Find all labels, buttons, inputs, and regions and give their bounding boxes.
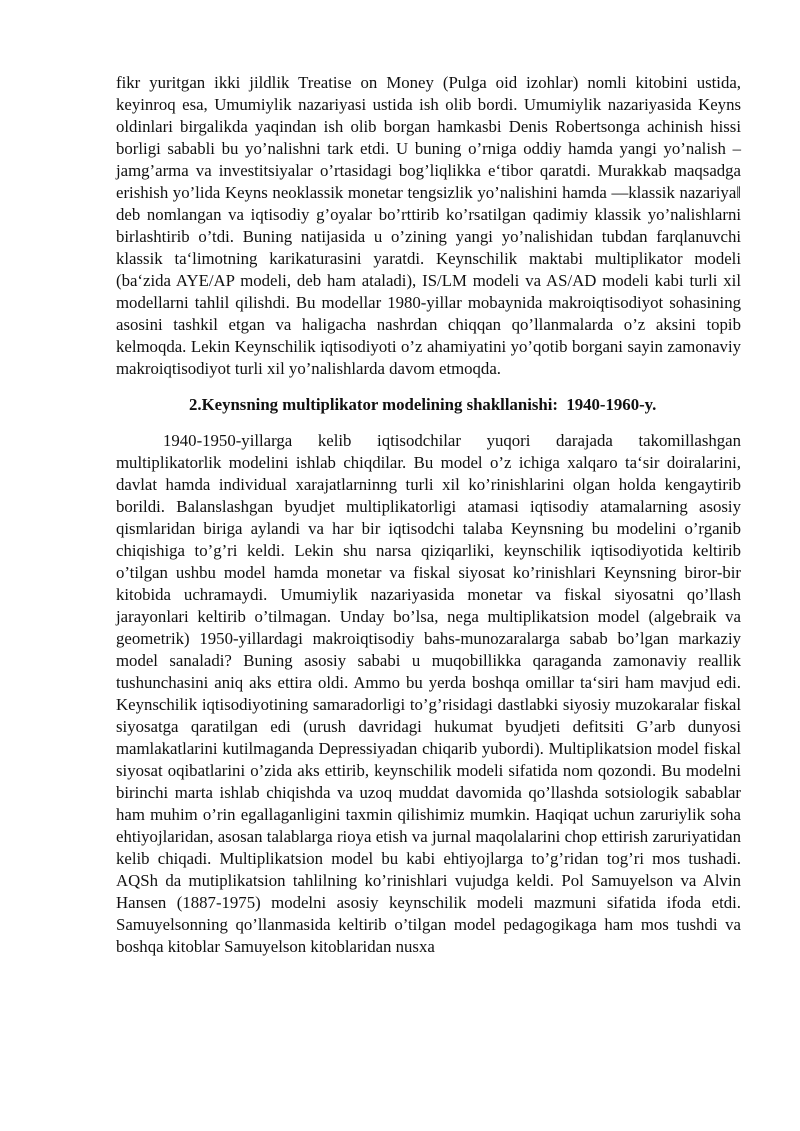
- section-heading: 2.Keynsning multiplikator modelining shakllanishi: 1940-1960-y.: [189, 395, 657, 414]
- document-page: [116, 72, 741, 958]
- body-paragraph: 1940-1950-yillarga kelib iqtisodchilar yuqori darajada takomillashgan multiplikatorlik modelini ishlab chiqdilar. Bu model o’z ichiga xalqaro ta‘sir doiralarini, davlat hamda individual xarajatlarninng turli xil ko’rinishlarini olgan holda kengaytirib borildi. Balanslashgan byudjet multiplikatorligi atamasi iqtisodiy atamalarning asosiy qismlaridan biriga aylandi va har bir iqtisodchi talaba Keynsning bu modelini o’rganib chiqishiga to’g’ri keldi. Lekin shu narsa qiziqarliki, keynschilik iqtisodiyotida keltirib o’tilgan ushbu model hamda monetar va fiskal siyosat ko’rinishlari Keynsning biror-bir kitobida uchramaydi. Umumiylik nazariyasida monetar va fiskal siyosatni qo’llash jarayonlari keltirib o’tilmagan. Unday bo’lsa, nega multiplikatsion model (algebraik va geometrik) 1950-yillardagi makroiqtisodiy bahs-munozaralarga sabab bo’lgan markaziy model sanaladi? Buning asosiy sababi u muqobillikka qaraganda zamonaviy reallik tushunchasini aniq aks ettira oldi. Ammo bu yerda boshqa omillar ta‘siri ham mavjud edi. Keynschilik iqtisodiyotining samaradorligi to’g’risidagi dastlabki siyosiy muzokaralar fiskal siyosatga qaratilgan edi (urush davridagi hukumat byudjeti defitsiti G’arb dunyosi mamlakatlarini kutilmaganda Depressiyadan chiqarib yubordi). Multiplikatsion model fiskal siyosat oqibatlarini o’zida aks ettirib, keynschilik modeli sifatida nom qozondi. Bu modelni birinchi marta ishlab chiqishda va uzoq muddat davomida qo’llashda sotsiologik sabablar ham muhim o’rin egallaganligini taxmin qilishimiz mumkin. Haqiqat uchun zaruriylik soha ehtiyojlaridan, asosan talablarga rioya etish va jurnal maqolalarini chop ettirish zaruriyatidan kelib chiqadi. Multiplikatsion model bu kabi ehtiyojlarga to’g’ridan tog’ri mos tushadi. AQSh da mutiplikatsion tahlilning ko’rinishlari vujudga keldi. Pol Samuyelson va Alvin Hansen (1887-1975) modelni asosiy keynschilik modeli mazmuni sifatida ifoda etdi. Samuyelsonning qo’llanmasida keltirib o’tilgan model pedagogikaga ham mos tushdi va boshqa kitoblar Samuyelson kitoblaridan nusxa: [116, 431, 741, 956]
- body-paragraph: fikr yuritgan ikki jildlik Treatise on Money (Pulga oid izohlar) nomli kitobini ustida, keyinroq esa, Umumiylik nazariyasi ustida ish olib bordi. Umumiylik nazariyasida Keyns oldinlari birgalikda yaqindan ish olib borgan hamkasbi Denis Robertsonga achinish hissi borligi sababli bu yo’nalishni tark etdi. U buning o’rniga oddiy hamda yangi yo’nalish – jamg’arma va investitsiyalar o’rtasidagi bog’liqlikka e‘tibor qaratdi. Murakkab maqsadga erishish yo’lida Keyns neoklassik monetar tengsizlik yo’nalishini hamda ―klassik nazariya‖ deb nomlangan va iqtisodiy g’oyalar bo’rttirib ko’rsatilgan qadimiy klassik yo’nalishlarni birlashtirib o’tdi. Buning natijasida u o’zining yangi yo’nalishidan tubdan farqlanuvchi klassik ta‘limotning karikaturasini yaratdi. Keynschilik maktabi multiplikator modeli (ba‘zida AYE/AP modeli, deb ham ataladi), IS/LM modeli va AS/AD modeli kabi turli xil modellarni tahlil qilishdi. Bu modellar 1980-yillar mobaynida makroiqtisodiyot sohasining asosini tashkil etgan va haligacha nashrdan chiqqan qo’llanmalarda o’z aksini topib kelmoqda. Lekin Keynschilik iqtisodiyoti o’z ahamiyatini yo’qotib borgani sayin zamonaviy makroiqtisodiyot turli xil yo’nalishlarda davom etmoqda.: [116, 73, 741, 378]
